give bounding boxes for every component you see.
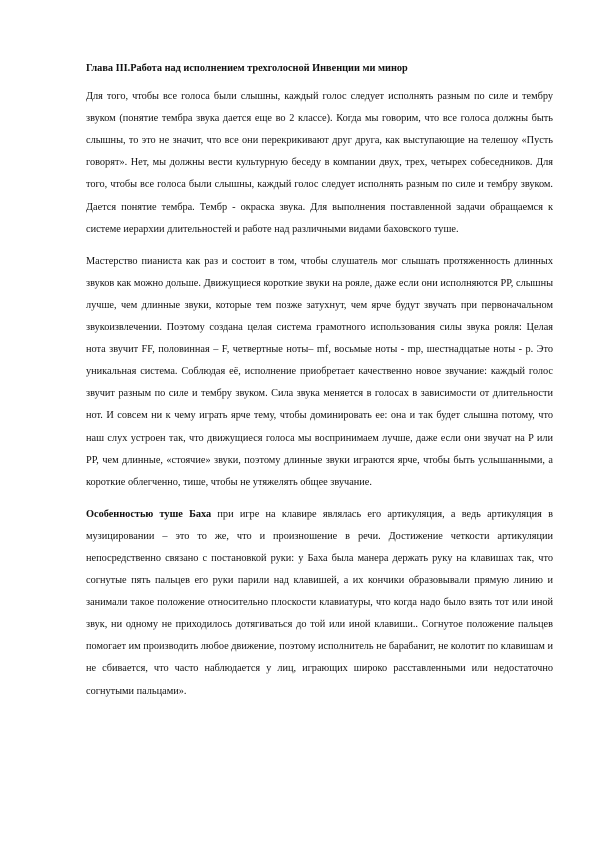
bach-touch-text: при игре на клавире являлась его артикуляция, а ведь артикуляция в музицировании – это то же, что и произношение в речи. Достижение четкости артикуляции непосредственно связано с постановкой руки: у Баха была манера держать руку на клавишах так, что согнутые пять пальцев его руки парили над клавишей, а их кончики образовывали прямую линию и занимали такое положение относительно плоскости клавиатуры, что когда надо было взять тот или иной звук, ни одному не приходилось дотягиваться до той или иной клавиши.. Согнутое положение пальцев помогает им производить любое движение, поэтому исполнитель не барабанит, не колотит по клавишам и не сбивается, что часто наблюдается у лиц, играющих широко расставленными или недостаточно согнутыми пальцами».	[86, 508, 553, 697]
bach-touch-lead: Особенностью туше Баха	[86, 508, 212, 520]
document-body	[86, 58, 553, 703]
paragraph-dynamics-system: Мастерство пианиста как раз и состоит в том, чтобы слушатель мог слышать протяженность длинных звуков как можно дольше. Движущиеся короткие звуки на рояле, даже если они исполняются PP, слышны лучше, чем длинные звуки, которые тем позже затухнут, чем ярче будут звучать при первоначальном звукоизвлечении. Поэтому создана целая система грамотного использования силы звука рояля: Целая нота звучит FF, половинная – F, четвертные ноты– mf, восьмые ноты - mp, шестнадцатые ноты - p. Это уникальная система. Соблюдая её, исполнение приобретает качественно новое звучание: каждый голос звучит разным по силе и тембру звуком. Сила звука меняется в голосах в зависимости от длительности нот. И совсем ни к чему играть ярче тему, чтобы доминировать ее: она и так будет слышна потому, что наш слух устроен так, что движущиеся голоса мы воспринимаем лучше, даже если они звучат на P или PP, чем длинные, «стоячие» звуки, поэтому длинные звуки играются ярче, чтобы быть услышанными, а короткие облегченно, тише, чтобы не утяжелять общее звучание.	[86, 255, 553, 488]
paragraph-bach-touch	[86, 504, 553, 703]
paragraph-voices-timbre: Для того, чтобы все голоса были слышны, каждый голос следует исполнять разным по силе и тембру звуком (понятие тембра звука дается еще во 2 классе). Когда мы говорим, что все голоса должны быть слышны, то это не значит, что все они перекрикивают друг друга, как выступающие на телешоу «Пусть говорят». Нет, мы должны вести культурную беседу в компании двух, трех, четырех собеседников. Для того, чтобы все голоса были слышны, каждый голос следует исполнять разным по силе и тембру звуком. Дается понятие тембра. Тембр - окраска звука. Для выполнения поставленной задачи обращаемся к системе иерархии длительностей и работе над различными видами баховского туше.	[86, 91, 553, 235]
chapter-heading: Глава III.Работа над исполнением трехголосной Инвенции ми минор	[86, 63, 408, 74]
